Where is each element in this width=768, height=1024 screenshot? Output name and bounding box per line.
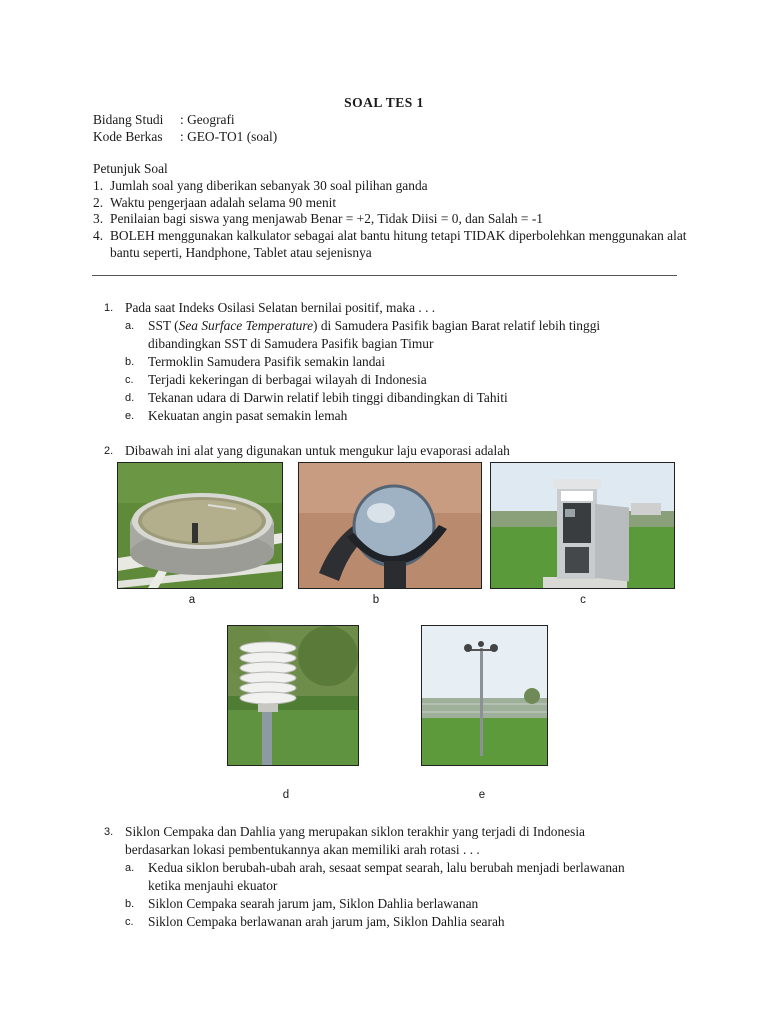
question-number: 3. xyxy=(104,826,114,838)
question-text: Pada saat Indeks Osilasi Selatan bernilai positif, maka . . . xyxy=(125,300,436,315)
photo-anemometer xyxy=(421,625,548,766)
option-c: c. Terjadi kekeringan di berbagai wilayah di Indonesia xyxy=(125,372,427,387)
page-title: SOAL TES 1 xyxy=(344,95,424,110)
meta-file-code xyxy=(93,129,277,145)
meta-file-code-value: : GEO-TO1 (soal) xyxy=(180,129,278,144)
option-b: b. Siklon Cempaka searah jarum jam, Siklon Dahlia berlawanan xyxy=(125,896,479,911)
divider xyxy=(92,275,677,276)
meta-file-code-label: Kode Berkas xyxy=(93,129,163,144)
instruction-item: 2. Waktu pengerjaan adalah selama 90 menit xyxy=(93,194,337,210)
photo-label-e: e xyxy=(478,789,486,801)
meta-subject xyxy=(93,112,235,128)
question-2 xyxy=(104,442,674,460)
option-b: b. Termoklin Samudera Pasifik semakin landai xyxy=(125,354,386,369)
photo-label-a: a xyxy=(188,594,196,606)
photo-label-b: b xyxy=(372,594,380,606)
question-number: 2. xyxy=(104,445,114,457)
option-a: a. Kedua siklon berubah-ubah arah, sesaat sempat searah, lalu berubah menjadi berlawanan ketika menjauhi ekuator xyxy=(125,860,625,893)
photo-weather-station xyxy=(490,462,675,589)
option-d: d. Tekanan udara di Darwin relatif lebih tinggi dibandingkan di Tahiti xyxy=(125,390,508,405)
option-e: e. Kekuatan angin pasat semakin lemah xyxy=(125,408,348,423)
question-text: Siklon Cempaka dan Dahlia yang merupakan siklon terakhir yang terjadi di Indonesia berdasarkan lokasi pembentukannya akan memiliki arah rotasi . . . xyxy=(125,824,585,857)
photo-evaporation-pan xyxy=(117,462,283,589)
question-text: Dibawah ini alat yang digunakan untuk mengukur laju evaporasi adalah xyxy=(125,443,510,458)
photo-label-c: c xyxy=(580,594,586,606)
instruction-item: 4. BOLEH menggunakan kalkulator sebagai alat bantu hitung tetapi TIDAK diperbolehkan menggunakan alat bantu seperti, Handphone, Tablet atau sejenisnya xyxy=(93,228,687,260)
question-number: 1. xyxy=(104,302,114,314)
instructions-heading: Petunjuk Soal xyxy=(93,161,168,176)
photo-radiation-shield xyxy=(227,625,359,766)
instruction-item: 1. Jumlah soal yang diberikan sebanyak 30 soal pilihan ganda xyxy=(93,177,428,193)
question-1 xyxy=(104,299,674,425)
option-c: c. Siklon Cempaka berlawanan arah jarum jam, Siklon Dahlia searah xyxy=(125,914,505,929)
question-3 xyxy=(104,823,674,931)
photo-label-d: d xyxy=(282,789,290,801)
instructions xyxy=(93,161,693,262)
meta-subject-label: Bidang Studi xyxy=(93,112,164,127)
instruction-item: 3. Penilaian bagi siswa yang menjawab Benar = +2, Tidak Diisi = 0, dan Salah = -1 xyxy=(93,211,543,227)
meta-subject-value: : Geografi xyxy=(180,112,235,127)
option-a: a. SST (Sea Surface Temperature) di Samudera Pasifik bagian Barat relatif lebih tinggi dibandingkan SST di Samudera Pasifik bagian Timur xyxy=(125,318,601,351)
photo-sunshine-recorder xyxy=(298,462,482,589)
